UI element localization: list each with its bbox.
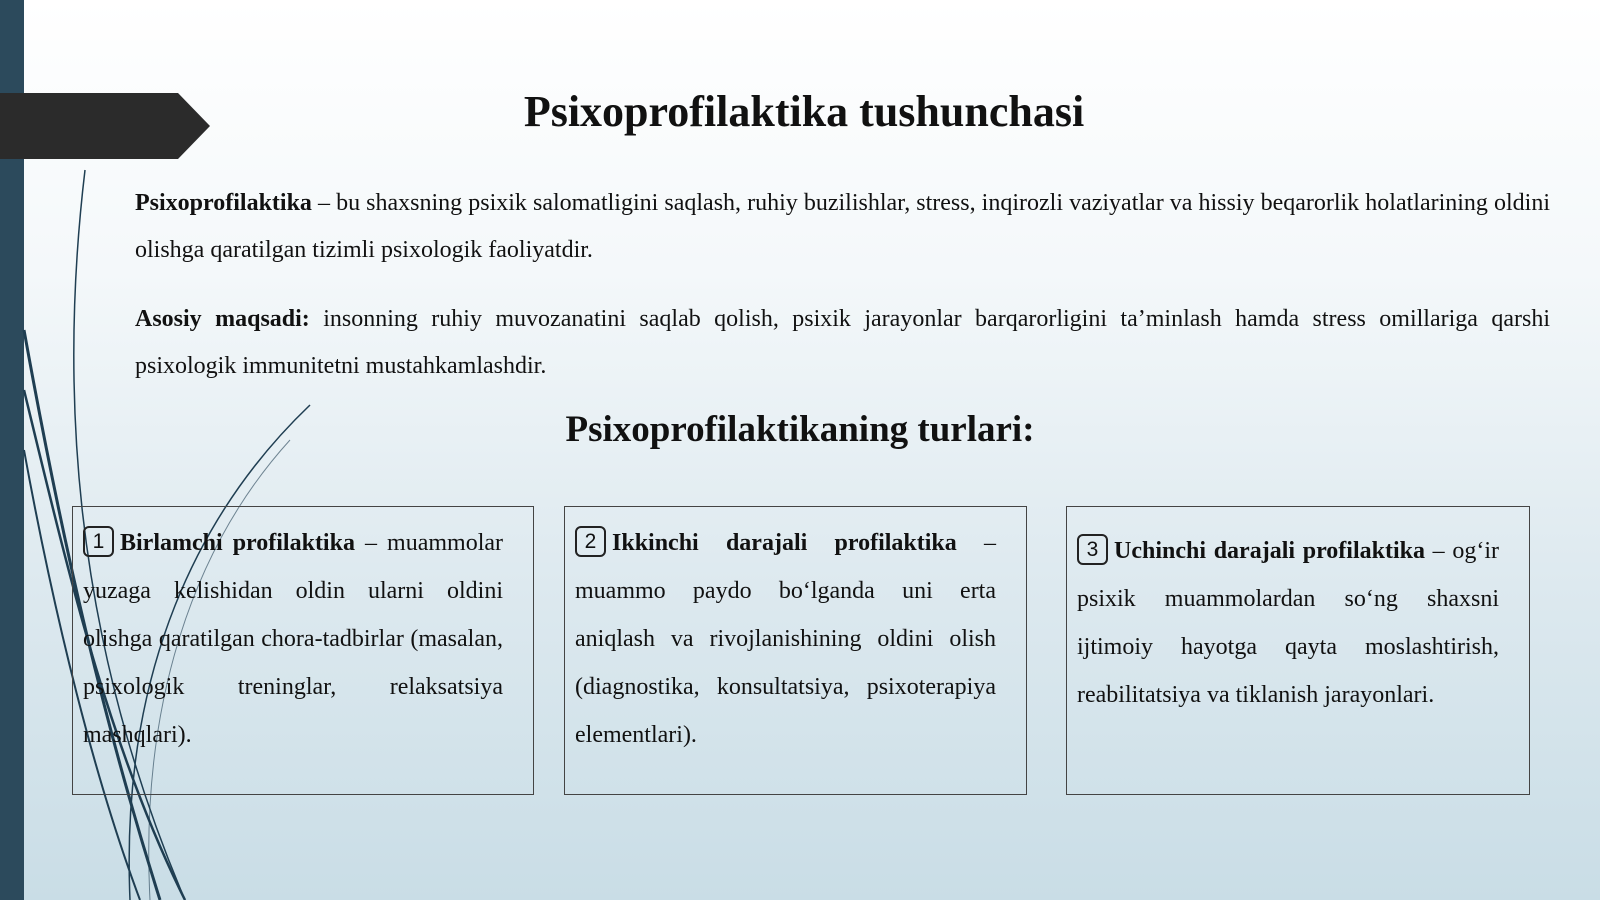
type-description: – og‘ir psixik muammolardan so‘ng shaxsni ijtimoiy hayotga qayta moslashtirish, reabilitatsiya va tiklanish jarayonlari. [1077, 538, 1499, 708]
goal-label: Asosiy maqsadi: [135, 306, 310, 332]
type-description: – muammolar yuzaga kelishidan oldin ularni oldini olishga qaratilgan chora-tadbirlar (masalan, psixologik treninglar, relaksatsiya mashqlari). [83, 530, 504, 748]
type-box-secondary [564, 506, 1027, 795]
definition-term: Psixoprofilaktika [135, 190, 312, 216]
slide-title: Psixoprofilaktika tushunchasi [523, 87, 1085, 136]
type-name: Uchinchi darajali profilaktika [1114, 538, 1425, 564]
definition-text: – bu shaxsning psixik salomatligini saqlash, ruhiy buzilishlar, stress, inqirozli vaziyatlar va hissiy beqarorlik holatlarining oldini olishga qaratilgan tizimli psixologik faoliyatdir. [135, 190, 1550, 263]
type-box-text [575, 519, 996, 759]
type-name: Ikkinchi darajali profilaktika [612, 530, 957, 556]
type-description: – muammo paydo bo‘lganda uni erta aniqlash va rivojlanishining oldini olish (diagnostika, konsultatsiya, psixoterapiya elementlari). [575, 530, 996, 748]
number-badge: 2 [575, 526, 606, 557]
types-subtitle: Psixoprofilaktikaning turlari: [565, 409, 1035, 450]
type-box-text [1077, 527, 1499, 719]
number-badge: 1 [83, 526, 114, 557]
type-box-primary [72, 506, 534, 795]
definition-paragraph [135, 180, 1550, 274]
type-name: Birlamchi profilaktika [120, 530, 355, 556]
type-box-text [83, 519, 503, 759]
goal-text: insonning ruhiy muvozanatini saqlab qolish, psixik jarayonlar barqarorligini ta’minlash hamda stress omillariga qarshi psixologik immunitetni mustahkamlashdir. [135, 306, 1550, 379]
goal-paragraph [135, 296, 1550, 390]
number-badge: 3 [1077, 534, 1108, 565]
type-box-tertiary [1066, 506, 1530, 795]
